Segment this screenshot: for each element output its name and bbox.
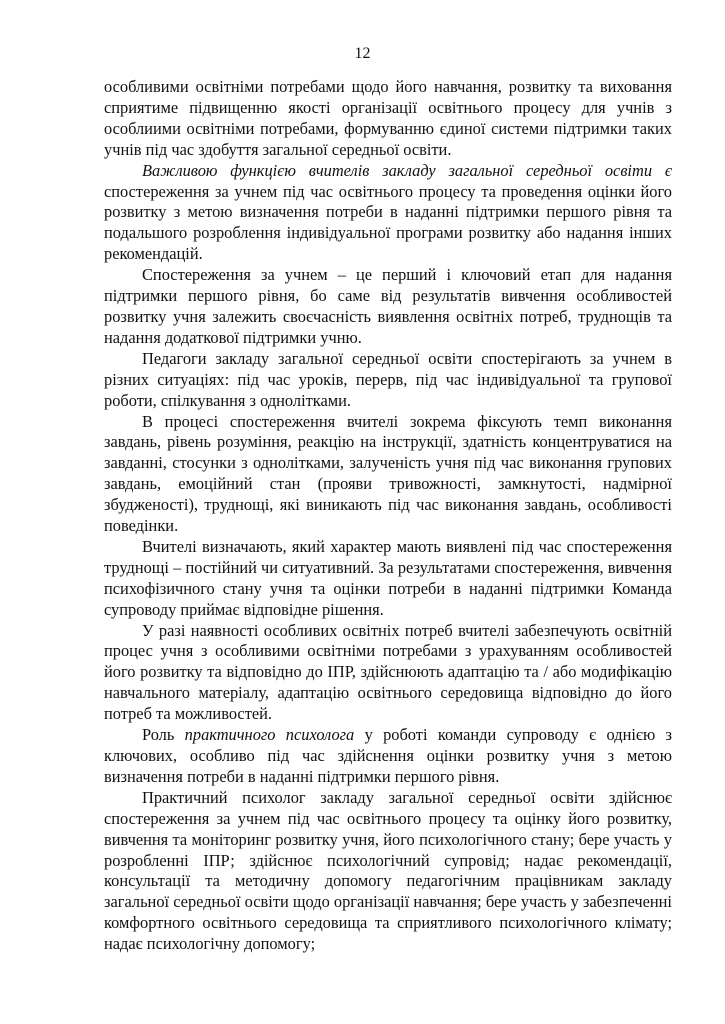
text-run: Спостереження за учнем – це перший і ключовий етап для надання підтримки першого рівня, бо саме від результатів вивчення особливостей розвитку учня залежить своєчасність виявлення освітніх потреб, труднощів та надання додаткової підтримки учню. <box>104 265 672 347</box>
text-run: Вчителі визначають, який характер мають виявлені під час спостереження труднощі – постійний чи ситуативний. За результатами спостереження, вивчення психофізичного стану учня та оцінки потреби в наданні підтримки Команда супроводу приймає відповідне рішення. <box>104 536 672 619</box>
text-run: у роботі команди супроводу є однією з ключових, особливо під час здійснення оцінки розвитку учня з метою визначення потреби в наданні підтримки першого рівня. <box>104 725 672 786</box>
text-run: Практичний психолог закладу загальної середньої освіти здійснює спостереження за учнем під час освітнього процесу та оцінку його розвитку, вивчення та моніторинг розвитку учня, його психологічного стану; бере участь у розробленні ІПР; здійснює психологічний супровід; надає рекомендації, консультації та методичну допомогу педагогічним працівникам закладу загальної середньої освіти щодо організації навчання; бере участь у забезпеченні комфортного освітнього середовища та сприятливого психологічного клімату; надає психологічну допомогу; <box>104 787 672 954</box>
text-run: Роль <box>142 725 185 745</box>
page-number: 12 <box>354 45 371 62</box>
paragraph <box>104 788 672 955</box>
text-run: В процесі спостереження вчителі зокрема фіксують темп виконання завдань, рівень розуміння, реакцію на інструкції, здатність концентруватися на завданні, стосунки з однолітками, залученість учня під час виконання групових завдань, емоційний стан (прояви тривожності, замкнутості, надмірної збудженості), труднощі, які виникають під час виконання завдань, особливості поведінки. <box>104 411 672 536</box>
italic-text: Важливою функцією вчителів закладу загальної середньої освіти є <box>142 160 672 180</box>
italic-text: практичного психолога <box>184 725 355 745</box>
text-run: Педагоги закладу загальної середньої освіти спостерігають за учнем в різних ситуаціях: під час уроків, перерв, під час індивідуальної та групової роботи, спілкування з однолітками. <box>104 348 672 410</box>
paragraph <box>104 725 672 788</box>
paragraph <box>104 77 672 161</box>
paragraph <box>104 412 672 537</box>
paragraph <box>104 349 672 412</box>
paragraph <box>104 161 672 266</box>
text-run: особливими освітніми потребами щодо його навчання, розвитку та виховання сприятиме підвищенню якості організації освітнього процесу для учнів з особлиими освітніми потребами, формуванню єдиної системи підтримки таких учнів під час здобуття загальної середньої освіти. <box>104 77 672 159</box>
paragraph <box>104 537 672 621</box>
paragraph <box>104 621 672 726</box>
text-run: У разі наявності особливих освітніх потреб вчителі забезпечують освітній процес учня з особливими освітніми потребами з урахуванням особливостей його розвитку та відповідно до ІПР, здійснюють адаптацію та / або модифікацію навчального матеріалу, адаптацію освітнього середовища відповідно до його потреб та можливостей. <box>104 620 672 724</box>
paragraph <box>104 265 672 349</box>
text-run: спостереження за учнем під час освітнього процесу та проведення оцінки його розвитку з метою визначення потреби в наданні підтримки першого рівня та подальшого розроблення індивідуальної програми розвитку або надання інших рекомендацій. <box>104 181 672 264</box>
document-body <box>104 77 672 955</box>
